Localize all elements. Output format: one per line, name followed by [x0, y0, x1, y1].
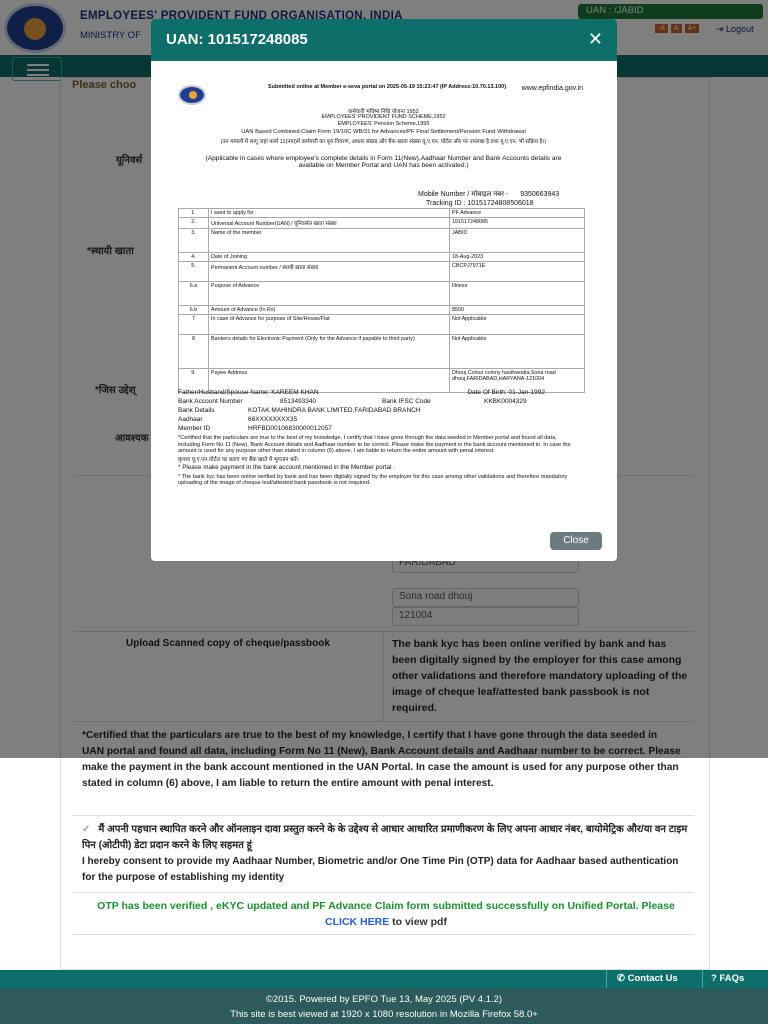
row-label: Universal Account Number(UAN) / यूनिवर्सल खाता संख्या: [209, 218, 450, 229]
table-row: [179, 229, 585, 253]
uan-modal: [151, 19, 617, 561]
doc-bank-block: [178, 389, 585, 434]
table-row: [179, 282, 585, 306]
bank-account-label: Bank Account Number: [178, 398, 243, 405]
best-viewed: This site is best viewed at 1920 x 1080 resolution in Mozilla Firefox 58.0+: [230, 1009, 538, 1020]
mobile-label: Mobile Number / मोबाइल नंबर -: [418, 191, 509, 198]
phone-icon: ✆: [617, 973, 628, 984]
row-label: Name of the member: [209, 229, 450, 253]
divider: [73, 934, 694, 935]
consent-english: I hereby consent to provide my Aadhaar Number, Biometric and/or One Time Pin (OTP) data for Aadhaar based authentication for the purpose of establishing my identity: [82, 856, 679, 883]
click-here-link[interactable]: CLICK HERE: [325, 916, 390, 928]
row-label: Purpose of Advance: [209, 282, 450, 306]
row-label: Amount of Advance (In Rs): [209, 306, 450, 315]
row-value: Not Applicable: [450, 315, 585, 335]
father-label: Father/Husband/Spouse Name:: [178, 389, 270, 396]
row-no: 5.: [179, 262, 209, 282]
consent-checkbox[interactable]: ✓: [82, 824, 91, 835]
view-pdf-text: to view pdf: [392, 916, 447, 928]
doc-bank-details-row: [178, 407, 585, 416]
footer-info: [0, 988, 768, 1024]
powered-by: ©2015. Powered by EPFO Tue 13, May 2025 (PV 4.1.2): [265, 994, 503, 1005]
doc-details-table: [178, 208, 585, 393]
note-hindi: कृपया यू.ए.एन.पोर्टल पर बताए गए बैंक खाते में भुगतान करें।: [178, 456, 299, 463]
doc-scheme2: EMPLOYEES' Pension Scheme,1995: [337, 121, 430, 127]
divider: [73, 815, 694, 816]
row-label: Date of Joining: [209, 253, 450, 262]
row-value: 18-Aug-2023: [450, 253, 585, 262]
consent-block: [82, 822, 690, 886]
doc-form-hindi: (उन मामलों में लागू जहां फार्म 11(नया)में कर्मचारी का पूरा विवरण, आधार संख्या और बैंक खाता संख्या यू.ए.एन. पोर्टल और पर उपलब्ध है तथा यू.ए.एन. भी सक्रिय है।): [220, 139, 547, 145]
claim-pdf-preview: [176, 77, 591, 517]
row-value: CBCPJ7971E: [450, 262, 585, 282]
member-id-value: HRFBD00106830000012057: [248, 425, 332, 432]
row-no: 1.: [179, 209, 209, 218]
contact-us-link[interactable]: [606, 970, 688, 988]
row-value: Not Applicable: [450, 335, 585, 369]
row-no: 6.b: [179, 306, 209, 315]
row-value: Illness: [450, 282, 585, 306]
table-row: [179, 209, 585, 218]
table-row: [179, 253, 585, 262]
close-icon[interactable]: ✕: [587, 29, 603, 49]
doc-website: www.epfindia.gov.in: [521, 85, 583, 92]
bank-details-label: Bank Details: [178, 407, 215, 414]
doc-tracking: [426, 200, 534, 207]
faqs-label: FAQs: [719, 973, 745, 984]
contact-label: Contact Us: [627, 973, 678, 984]
tracking-value: 10151724808506018: [467, 200, 534, 207]
doc-submitted: Submitted online at Member e-seva portal on 2025-05-19 15:23:47 (IP Address:10.70.13.100): [267, 84, 507, 90]
dob-value: 01-Jan-1992: [508, 389, 545, 396]
ifsc-value: KKBK0004329: [484, 398, 527, 405]
row-value: PF Advance: [450, 209, 585, 218]
doc-form-title: UAN Based Combined Claim Form 19/10C WB/31 for Advances/PF Final Settlement/Pension Fund Withdrawal: [241, 129, 526, 135]
mobile-value: 9350663943: [520, 191, 560, 198]
row-value: JABID: [450, 229, 585, 253]
note-payment: * Please make payment in the bank account mentioned in the Member portal .: [178, 464, 396, 471]
doc-father-row: [178, 389, 585, 398]
row-label: Payee Address: [209, 369, 450, 393]
doc-member-id-row: [178, 425, 585, 434]
row-no: 6.a: [179, 282, 209, 306]
doc-aadhaar-row: [178, 416, 585, 425]
table-row: [179, 306, 585, 315]
row-no: 8: [179, 335, 209, 369]
row-no: 3.: [179, 229, 209, 253]
row-label: In case of Advance for purpose of Site/House/Flat: [209, 315, 450, 335]
doc-bank-account-row: [178, 398, 585, 407]
certification-text: make the payment in the bank account mentioned in the UAN Portal. In case the amount is used for any purpose other than stated in column (6) above, I am liable to return the entire amount with penal interest.: [82, 762, 679, 789]
ifsc-label: Bank IFSC Code: [382, 398, 431, 405]
modal-title: UAN: 101517248085: [151, 19, 617, 61]
row-no: 4.: [179, 253, 209, 262]
success-text: OTP has been verified , eKYC updated and PF Advance Claim form submitted successfully on Unified Portal. Please: [97, 900, 675, 912]
member-id-label: Member ID: [178, 425, 211, 432]
note-certified: *Certified that the particulars are true to the best of my knowledge, I certify that I have gone through the data seeded in Member portal and found all data, including Form No 11 (New), Bank Account details and Aadhaar number to be correct. Please make the payment in the bank account mentioned in. In case the amount is used for any purpose other than stated in column (6) above, I am liable to return the entire amount with penal interest.: [178, 435, 571, 454]
dob-label: Date Of Birth:: [467, 389, 507, 396]
tracking-label: Tracking ID :: [426, 200, 466, 207]
doc-notes: [178, 435, 578, 487]
note-kyc: * The bank kyc has been online verified by bank and has been digitally signed by the employer for this case among other validations and therefore mandatory uploading of the image of cheque leaf/attested bank passbook is not required.: [178, 473, 568, 486]
doc-header: [176, 81, 591, 107]
bank-details-value: KOTAK MAHINDRA BANK LIMITED,FARIDABAD BRANCH: [248, 407, 421, 414]
table-row: [179, 315, 585, 335]
faqs-link[interactable]: [702, 970, 752, 988]
father-value: KAREEM KHAN: [271, 389, 319, 396]
doc-logo-icon: [178, 85, 206, 105]
row-no: 2.: [179, 218, 209, 229]
row-label: I want to apply for: [209, 209, 450, 218]
close-button[interactable]: Close: [550, 532, 602, 550]
row-label: Bankers details for Electronic Payment (Only for the Advance if payable to third party): [209, 335, 450, 369]
doc-hindi-scheme: कर्मचारी भविष्य निधि योजना 1952: [348, 109, 419, 115]
aadhaar-value: 68XXXXXXXX35: [248, 416, 298, 423]
aadhaar-label: Aadhaar: [178, 416, 203, 423]
row-label: Permanent Account number / स्थायी खाता संख्या: [209, 262, 450, 282]
doc-scheme1: EMPLOYEES' PROVIDENT FUND SCHEME,1952: [321, 114, 446, 120]
row-no: 7: [179, 315, 209, 335]
question-icon: ?: [711, 973, 720, 984]
row-value: 101517248085: [450, 218, 585, 229]
bank-account-value: 8513493340: [280, 398, 317, 405]
table-row: [179, 218, 585, 229]
success-message: [82, 898, 690, 930]
divider: [73, 892, 694, 893]
row-value: Dhouj Colour colony hasthwodia,Sona road dhouj,FARIDABAD,HARYANA-121004: [450, 369, 585, 393]
row-no: 9.: [179, 369, 209, 393]
row-value: 8500: [450, 306, 585, 315]
doc-mobile: [418, 190, 559, 199]
table-row: [179, 262, 585, 282]
doc-applicable: (Applicable in cases where employee's complete details in Form 11(New),Aadhaar Number and Bank Accounts details are available on Member Portal and UAN has been activated.): [205, 155, 562, 169]
table-row: [179, 335, 585, 369]
consent-hindi: मैं अपनी पहचान स्थापित करने और ऑनलाइन दावा प्रस्तुत करने के के उद्देश्य से आधार आधारित प्रमाणीकरण के लिए अपना आधार नंबर, बायोमेट्रिक और/या वन टाइम पिन (ओटीपी) डेटा प्रदान करने के लिए सहमत हूं: [82, 824, 688, 851]
